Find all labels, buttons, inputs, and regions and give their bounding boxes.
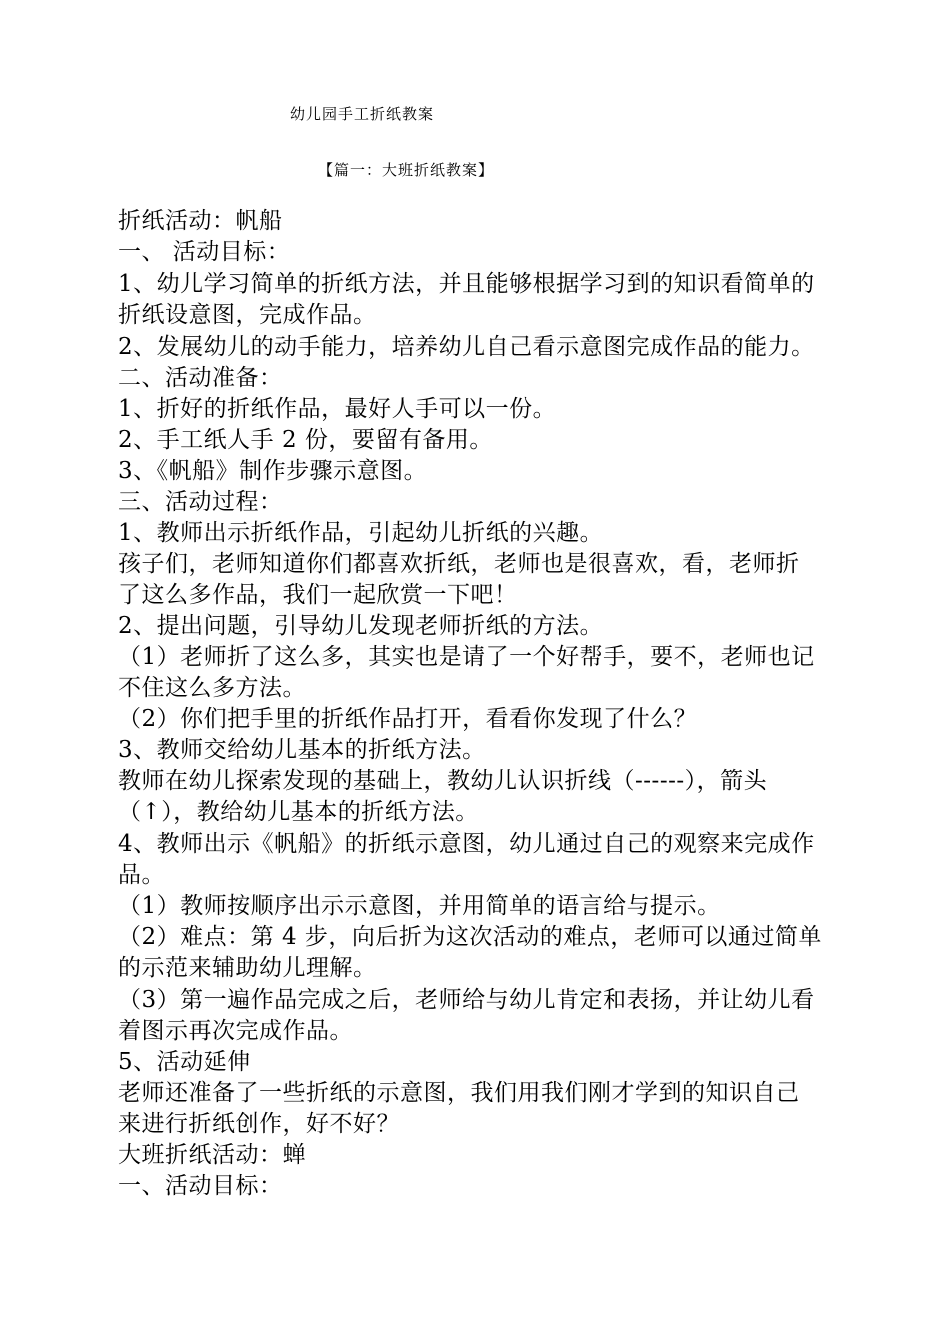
body-line: 3、《帆船》制作步骤示意图。 (118, 458, 428, 484)
body-line: 二、活动准备： (118, 365, 283, 391)
document-subtitle: 【篇一：大班折纸教案】 (318, 161, 495, 179)
body-line: 2、发展幼儿的动手能力，培养幼儿自己看示意图完成作品的能力。 (118, 334, 815, 360)
body-line: 一、 活动目标： (118, 239, 291, 265)
body-line: 三、活动过程： (118, 489, 283, 515)
body-line: 3、教师交给幼儿基本的折纸方法。 (118, 737, 486, 763)
body-line: （1）教师按顺序出示示意图，并用简单的语言给与提示。 (118, 893, 721, 919)
body-line: 一、活动目标： (118, 1173, 283, 1199)
body-line: 孩子们，老师知道你们都喜欢折纸，老师也是很喜欢，看，老师折 (118, 551, 800, 577)
body-line: 4、教师出示《帆船》的折纸示意图，幼儿通过自己的观察来完成作 (118, 831, 815, 857)
body-line: 2、提出问题，引导幼儿发现老师折纸的方法。 (118, 613, 604, 639)
body-line: 来进行折纸创作，好不好？ (118, 1111, 400, 1137)
body-line: 大班折纸活动：蝉 (118, 1142, 306, 1168)
body-line: 折纸设意图，完成作品。 (118, 302, 377, 328)
body-line: 1、幼儿学习简单的折纸方法，并且能够根据学习到的知识看简单的 (118, 271, 815, 297)
body-line: 折纸活动：帆船 (118, 208, 283, 234)
body-line: 1、教师出示折纸作品，引起幼儿折纸的兴趣。 (118, 520, 604, 546)
body-line: （2）你们把手里的折纸作品打开，看看你发现了什么？ (118, 706, 698, 732)
body-line: 教师在幼儿探索发现的基础上，教幼儿认识折线（------），箭头 (118, 768, 768, 794)
body-line: 着图示再次完成作品。 (118, 1018, 353, 1044)
body-line: 1、折好的折纸作品，最好人手可以一份。 (118, 396, 557, 422)
body-line: （3）第一遍作品完成之后，老师给与幼儿肯定和表扬，并让幼儿看 (118, 987, 815, 1013)
body-line: 了这么多作品，我们一起欣赏一下吧！ (118, 582, 518, 608)
body-line: 品。 (118, 862, 165, 888)
body-line: 不住这么多方法。 (118, 675, 306, 701)
body-line: 老师还准备了一些折纸的示意图，我们用我们刚才学到的知识自己 (118, 1080, 800, 1106)
body-line: 5、活动延伸 (118, 1049, 251, 1075)
body-line: 2、手工纸人手 2 份，要留有备用。 (118, 427, 493, 453)
body-line: 的示范来辅助幼儿理解。 (118, 955, 377, 981)
body-line: （1）老师折了这么多，其实也是请了一个好帮手，要不，老师也记 (118, 644, 815, 670)
body-line: （↑），教给幼儿基本的折纸方法。 (118, 799, 479, 825)
body-line: （2）难点：第 4 步，向后折为这次活动的难点，老师可以通过简单 (118, 924, 822, 950)
document-title: 幼儿园手工折纸教案 (290, 105, 435, 123)
